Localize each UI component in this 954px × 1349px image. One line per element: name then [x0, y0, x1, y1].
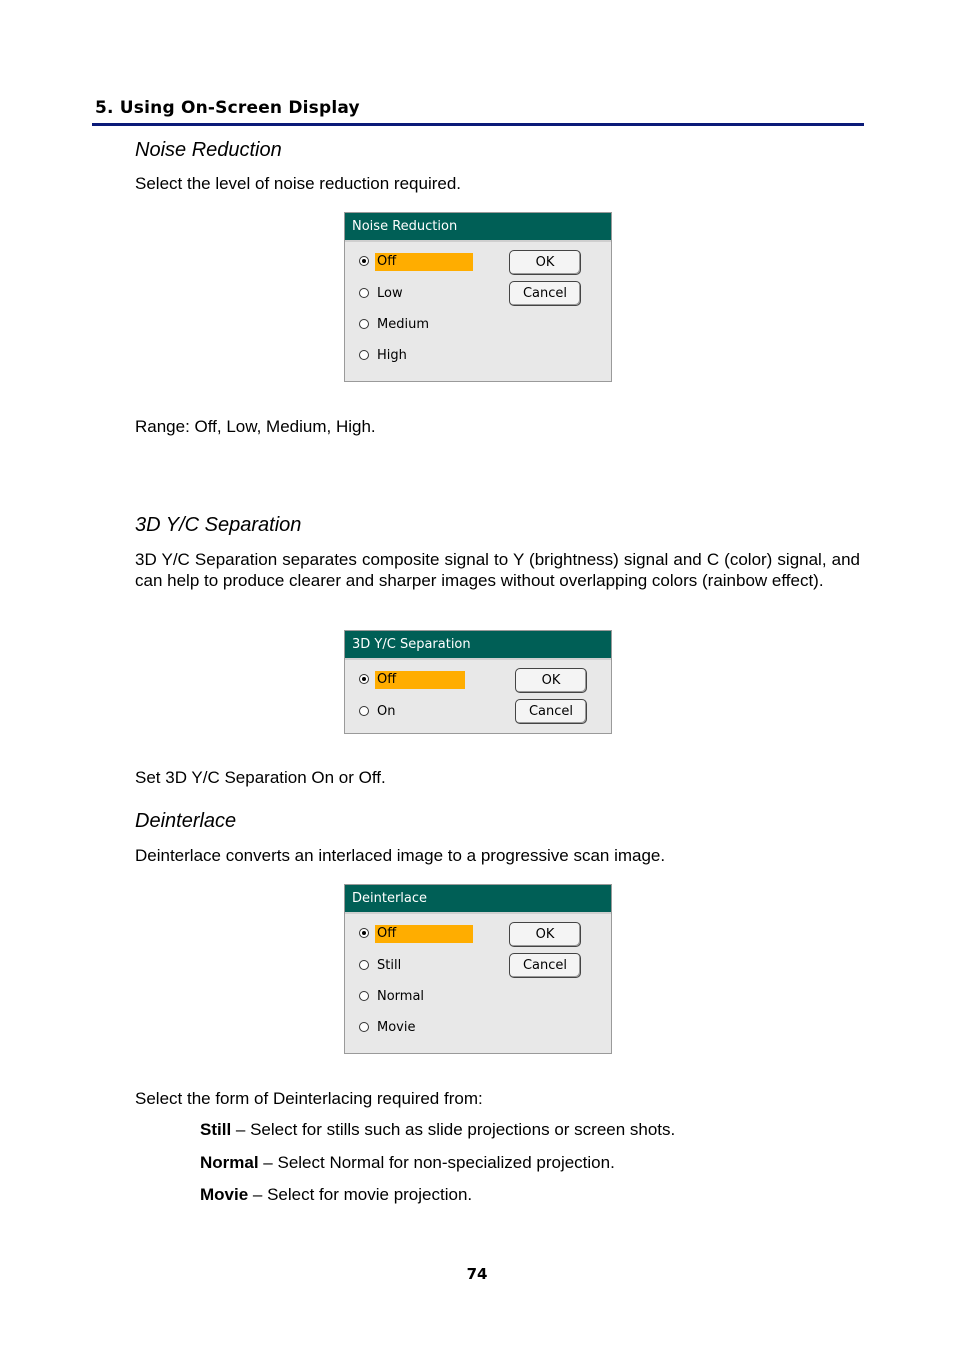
radio-selected-icon[interactable]: [359, 928, 369, 938]
option-label: High: [377, 348, 407, 363]
deinterlace-intro: Deinterlace converts an interlaced image to a progressive scan image.: [135, 846, 666, 865]
deinterlace-item-normal: [200, 1153, 615, 1173]
cancel-button[interactable]: Cancel: [515, 699, 587, 724]
header-rule: [92, 123, 864, 126]
radio-icon[interactable]: [359, 706, 369, 716]
deinterlace-heading: Deinterlace: [135, 810, 237, 832]
deinterlace-item-movie: [200, 1185, 472, 1205]
dialog-title: Noise Reduction: [345, 213, 611, 242]
item-term: Movie: [200, 1185, 249, 1204]
radio-icon[interactable]: [359, 960, 369, 970]
yc-separation-note: Set 3D Y/C Separation On or Off.: [135, 768, 386, 787]
noise-reduction-range: Range: Off, Low, Medium, High.: [135, 417, 376, 436]
cancel-button[interactable]: Cancel: [509, 281, 581, 306]
option-label: Still: [377, 958, 402, 973]
yc-separation-heading: 3D Y/C Separation: [135, 514, 302, 536]
radio-selected-icon[interactable]: [359, 256, 369, 266]
option-label: Off: [375, 925, 473, 943]
item-desc: – Select Normal for non-specialized projection.: [258, 1153, 615, 1172]
ok-button[interactable]: OK: [509, 922, 581, 947]
ok-button[interactable]: OK: [515, 668, 587, 693]
radio-selected-icon[interactable]: [359, 674, 369, 684]
noise-reduction-heading: Noise Reduction: [135, 139, 282, 161]
option-label: Off: [375, 671, 465, 689]
radio-icon[interactable]: [359, 350, 369, 360]
noise-reduction-dialog: [344, 212, 612, 382]
item-desc: – Select for stills such as slide projections or screen shots.: [231, 1120, 676, 1139]
yc-separation-intro: 3D Y/C Separation separates composite signal to Y (brightness) signal and C (color) signal, and can help to produce clearer and sharper images without overlapping colors (rainbow effect).: [135, 550, 860, 590]
page-header-title: 5. Using On-Screen Display: [95, 98, 360, 118]
option-label: Low: [377, 286, 403, 301]
item-term: Still: [200, 1120, 232, 1139]
radio-icon[interactable]: [359, 1022, 369, 1032]
option-label: Off: [375, 253, 473, 271]
yc-separation-dialog: [344, 630, 612, 734]
option-label: Medium: [377, 317, 429, 332]
deinterlace-item-still: [200, 1120, 675, 1140]
option-label: Movie: [377, 1020, 416, 1035]
item-term: Normal: [200, 1153, 259, 1172]
item-desc: – Select for movie projection.: [248, 1185, 473, 1204]
dialog-title: 3D Y/C Separation: [345, 631, 611, 660]
dialog-title: Deinterlace: [345, 885, 611, 914]
deinterlace-dialog: [344, 884, 612, 1054]
noise-reduction-intro: Select the level of noise reduction required.: [135, 174, 462, 193]
option-label: On: [377, 704, 396, 719]
ok-button[interactable]: OK: [509, 250, 581, 275]
cancel-button[interactable]: Cancel: [509, 953, 581, 978]
radio-icon[interactable]: [359, 319, 369, 329]
radio-icon[interactable]: [359, 991, 369, 1001]
page-number: 74: [466, 1265, 488, 1283]
radio-icon[interactable]: [359, 288, 369, 298]
option-label: Normal: [377, 989, 425, 1004]
deinterlace-lead: Select the form of Deinterlacing required from:: [135, 1089, 483, 1108]
